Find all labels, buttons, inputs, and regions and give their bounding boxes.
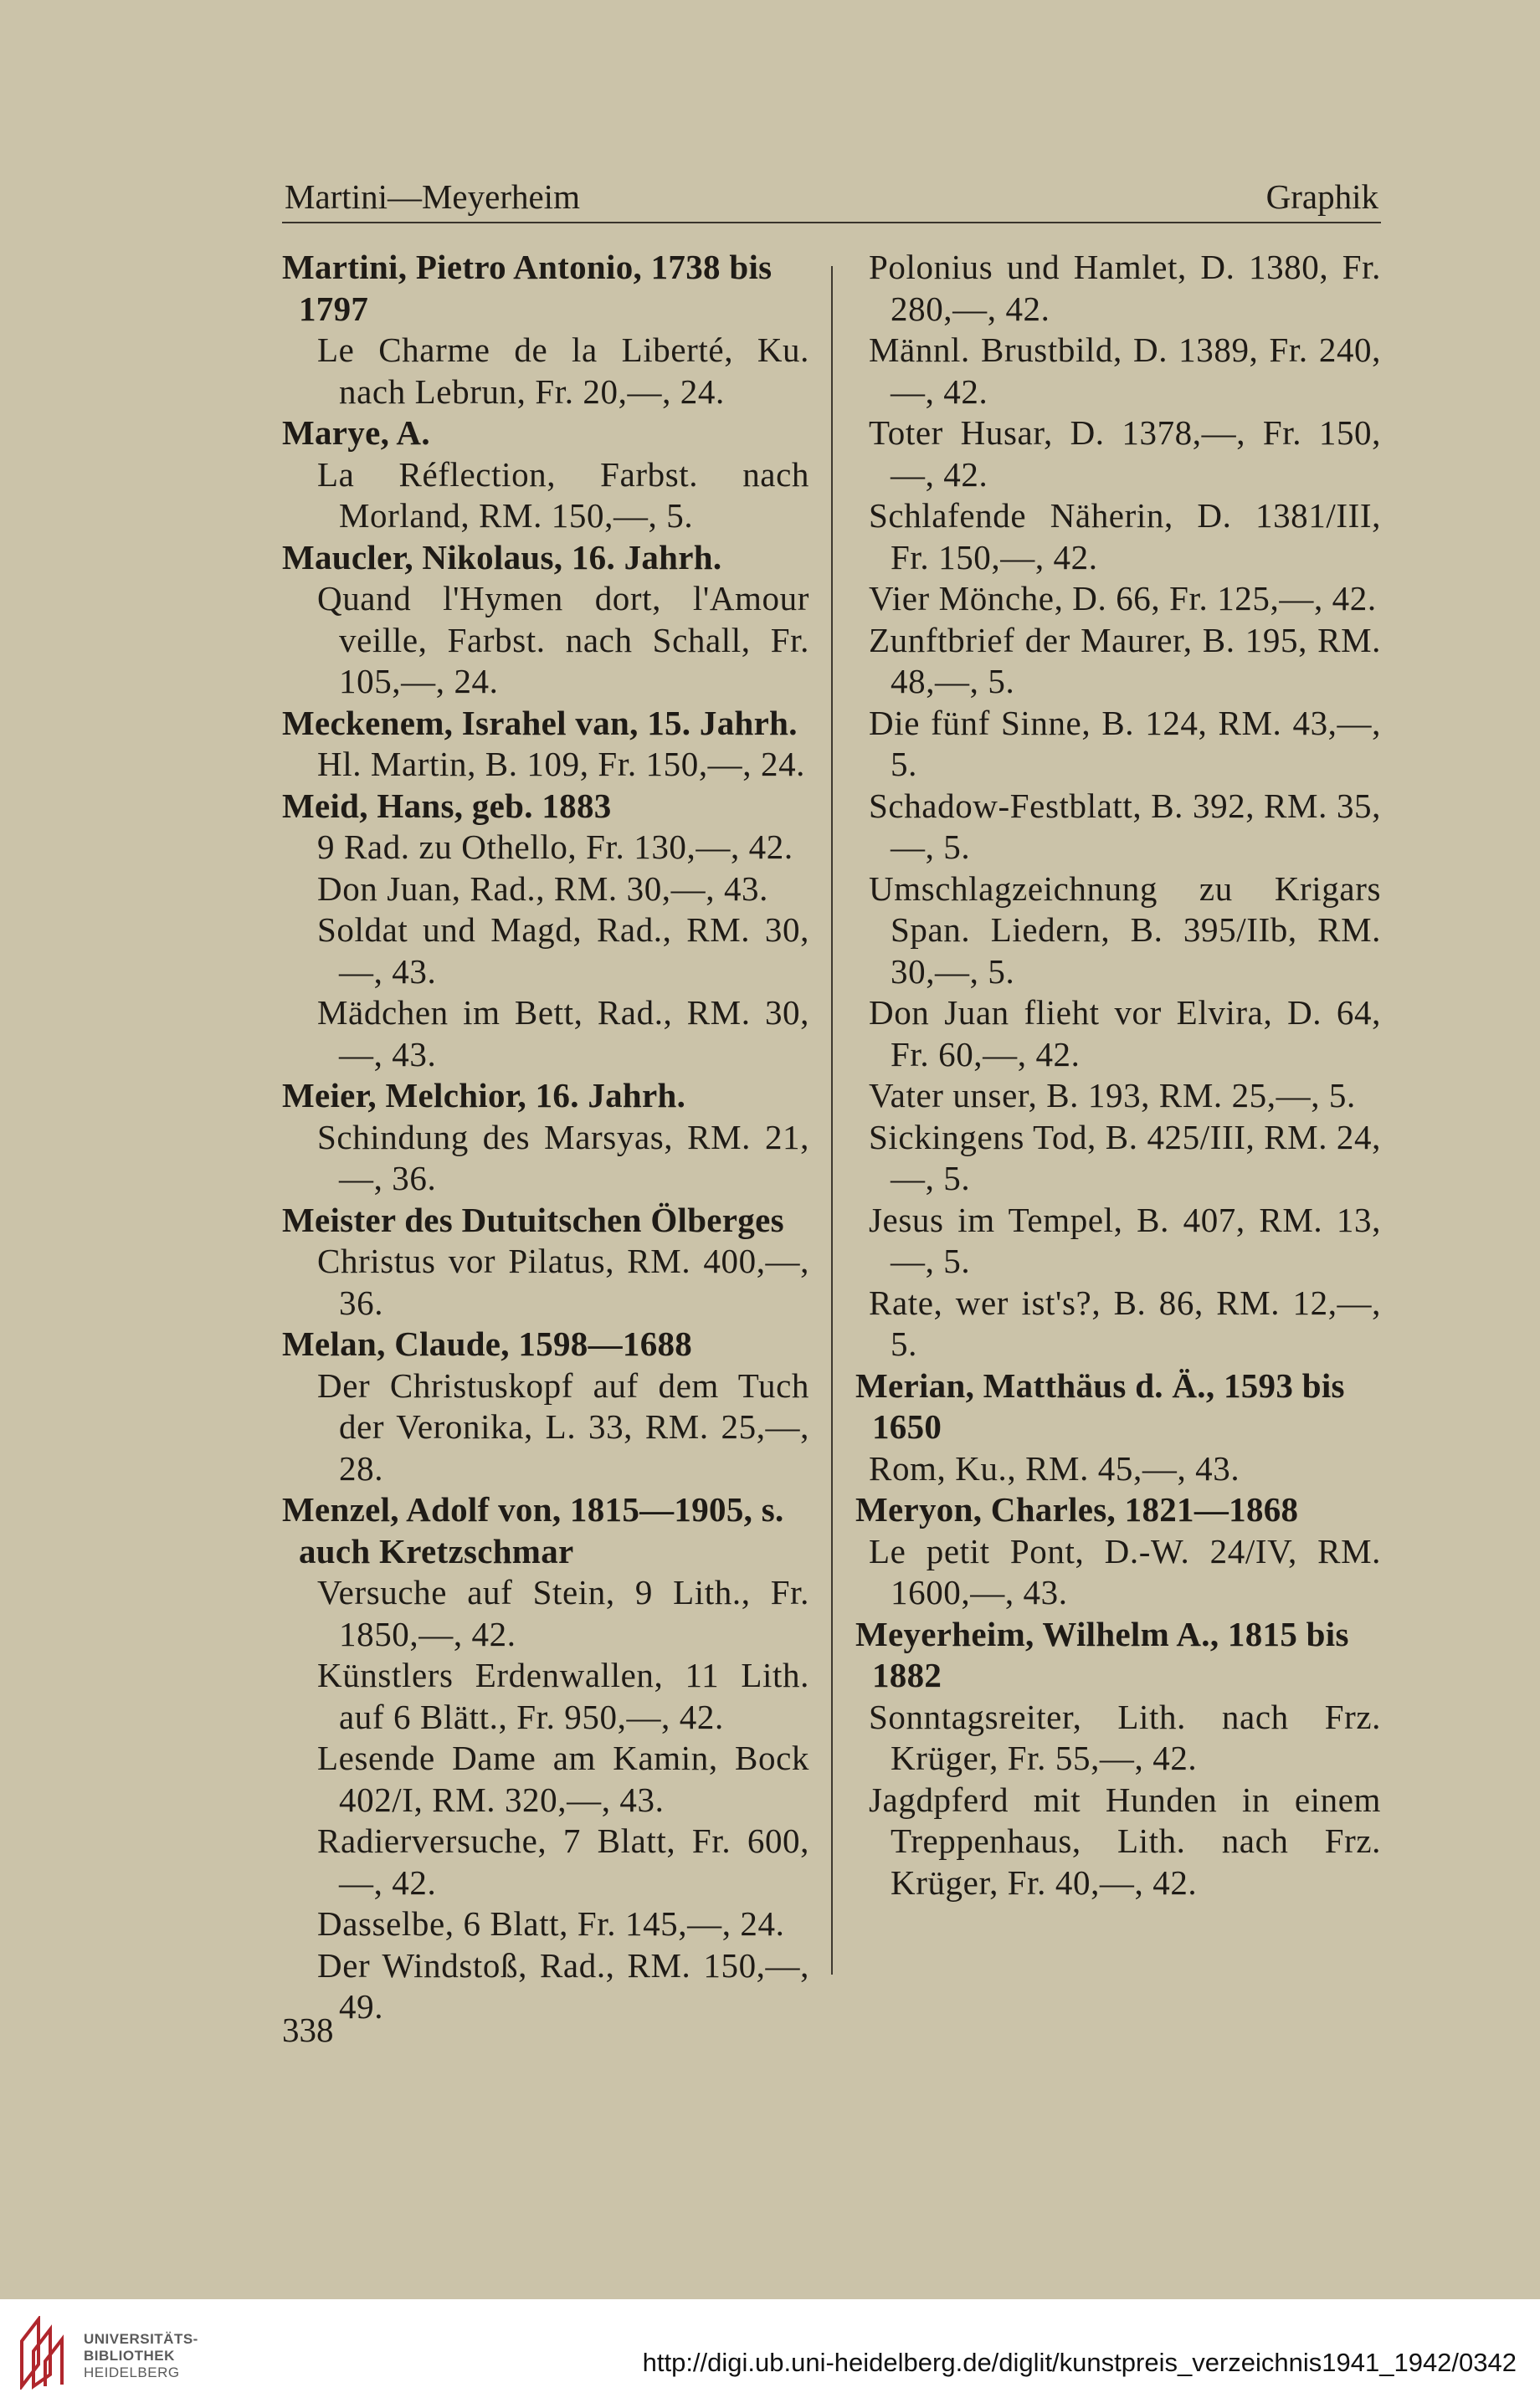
- entry-item-line: Jagdpferd mit Hunden in einem Treppenhaus, Lith. nach Frz. Krüger, Fr. 40,—, 42.: [869, 1780, 1381, 1902]
- catalog-entry: [282, 1489, 809, 2028]
- entry-item-line: Die fünf Sinne, B. 124, RM. 43,—, 5.: [869, 703, 1381, 783]
- catalog-entry: [855, 1365, 1381, 1490]
- entry-artist-heading: Meister des Dutuitschen Ölberges: [282, 1200, 784, 1239]
- entry-item-line: Vater unser, B. 193, RM. 25,—, 5.: [869, 1076, 1356, 1114]
- logo-line: BIBLIOTHEK: [84, 2348, 175, 2364]
- entry-item-line: Sonntagsreiter, Lith. nach Frz. Krüger, Fr. 55,—, 42.: [869, 1697, 1381, 1777]
- entry-item-line: Schlafende Näherin, D. 1381/III, Fr. 150,—, 42.: [869, 496, 1381, 576]
- left-column: [282, 247, 809, 2028]
- logo-line: HEIDELBERG: [84, 2364, 180, 2380]
- library-logo[interactable]: [18, 2313, 203, 2396]
- entry-item-line: Toter Husar, D. 1378,—, Fr. 150,—, 42.: [869, 413, 1381, 494]
- header-right: Graphik: [1265, 177, 1378, 216]
- header-left: Martini—Meyerheim: [285, 177, 580, 216]
- page-number: 338: [282, 2011, 334, 2049]
- entry-item-line: Rom, Ku., RM. 45,—, 43.: [869, 1448, 1240, 1488]
- entry-item-line: Mädchen im Bett, Rad., RM. 30,—, 43.: [317, 993, 809, 1073]
- entry-artist-heading: Martini, Pietro Antonio, 1738 bis 1797: [282, 248, 773, 328]
- entry-item-line: Vier Mönche, D. 66, Fr. 125,—, 42.: [869, 579, 1377, 617]
- catalog-entry: [282, 703, 809, 786]
- entry-item-line: Jesus im Tempel, B. 407, RM. 13,—, 5.: [869, 1200, 1381, 1280]
- entry-item-line: Schadow-Festblatt, B. 392, RM. 35,—, 5.: [869, 786, 1381, 866]
- entry-item-line: Der Windstoß, Rad., RM. 150,—, 49.: [317, 1945, 809, 2026]
- entry-artist-heading: Menzel, Adolf von, 1815—1905, s. auch Kretzschmar: [282, 1490, 784, 1570]
- entry-item-line: Umschlagzeichnung zu Krigars Span. Liedern, B. 395/IIb, RM. 30,—, 5.: [869, 868, 1381, 991]
- entry-item-line: Le Charme de la Liberté, Ku. nach Lebrun, Fr. 20,—, 24.: [317, 330, 809, 411]
- entry-artist-heading: Melan, Claude, 1598—1688: [282, 1324, 693, 1363]
- entry-artist-heading: Meier, Melchior, 16. Jahrh.: [282, 1076, 686, 1114]
- entry-artist-heading: Maucler, Nikolaus, 16. Jahrh.: [282, 537, 722, 576]
- catalog-entry: [282, 537, 809, 703]
- entry-item-line: Hl. Martin, B. 109, Fr. 150,—, 24.: [317, 745, 806, 783]
- entry-item-line: Künstlers Erdenwallen, 11 Lith. auf 6 Blätt., Fr. 950,—, 42.: [317, 1656, 809, 1736]
- catalog-entry: [282, 1324, 809, 1489]
- entry-item-line: Der Christuskopf auf dem Tuch der Veronika, L. 33, RM. 25,—, 28.: [317, 1365, 809, 1488]
- entry-item-line: 9 Rad. zu Othello, Fr. 130,—, 42.: [317, 827, 793, 866]
- catalog-entry: [282, 786, 809, 1076]
- entry-item-line: Schindung des Marsyas, RM. 21,—, 36.: [317, 1117, 809, 1197]
- column-divider: [831, 266, 833, 1975]
- entry-item-line: Don Juan, Rad., RM. 30,—, 43.: [317, 868, 769, 908]
- library-logo-text: [84, 2331, 198, 2381]
- entry-artist-heading: Marye, A.: [282, 413, 430, 452]
- catalog-entry: [282, 247, 809, 412]
- entry-item-line: Radierversuche, 7 Blatt, Fr. 600,—, 42.: [317, 1821, 809, 1902]
- entry-item-line: Polonius und Hamlet, D. 1380, Fr. 280,—, 42.: [869, 248, 1381, 328]
- entry-item-line: Christus vor Pilatus, RM. 400,—, 36.: [317, 1242, 809, 1322]
- right-column: [855, 247, 1381, 1903]
- logo-line: UNIVERSITÄTS-: [84, 2331, 198, 2347]
- entry-item-line: Soldat und Magd, Rad., RM. 30,—, 43.: [317, 910, 809, 991]
- entry-item-line: Le petit Pont, D.-W. 24/IV, RM. 1600,—, 43.: [869, 1531, 1381, 1611]
- catalog-entry: [282, 1200, 809, 1324]
- entry-artist-heading: Merian, Matthäus d. Ä., 1593 bis 1650: [855, 1365, 1345, 1446]
- entry-item-line: Sickingens Tod, B. 425/III, RM. 24,—, 5.: [869, 1117, 1381, 1197]
- entry-artist-heading: Meryon, Charles, 1821—1868: [855, 1490, 1299, 1529]
- source-url-link[interactable]: http://digi.ub.uni-heidelberg.de/diglit/kunstpreis_verzeichnis1941_1942/0342: [642, 2348, 1517, 2377]
- entry-item-line: Lesende Dame am Kamin, Bock 402/I, RM. 320,—, 43.: [317, 1739, 809, 1819]
- entry-item-line: Versuche auf Stein, 9 Lith., Fr. 1850,—, 42.: [317, 1573, 809, 1653]
- entry-item-line: Dasselbe, 6 Blatt, Fr. 145,—, 24.: [317, 1904, 785, 1943]
- catalog-entry: [282, 1075, 809, 1200]
- entry-item-line: Männl. Brustbild, D. 1389, Fr. 240,—, 42.: [869, 330, 1381, 411]
- entry-item-line: Quand l'Hymen dort, l'Amour veille, Farbst. nach Schall, Fr. 105,—, 24.: [317, 579, 809, 700]
- catalog-entry: [855, 1614, 1381, 1904]
- library-logo-icon: [18, 2316, 69, 2390]
- entry-item-line: Don Juan flieht vor Elvira, D. 64, Fr. 60,—, 42.: [869, 993, 1381, 1073]
- catalog-entry: [282, 412, 809, 537]
- entry-artist-heading: Meyerheim, Wilhelm A., 1815 bis 1882: [855, 1614, 1349, 1694]
- entry-artist-heading: Meckenem, Israhel van, 15. Jahrh.: [282, 703, 798, 742]
- catalog-entry: [855, 1489, 1381, 1614]
- entry-artist-heading: Meid, Hans, geb. 1883: [282, 786, 612, 825]
- entry-item-line: Zunftbrief der Maurer, B. 195, RM. 48,—, 5.: [869, 620, 1381, 700]
- entry-item-line: La Réflection, Farbst. nach Morland, RM. 150,—, 5.: [317, 454, 809, 535]
- footer-bar: [0, 2299, 1540, 2408]
- running-header: [282, 172, 1381, 223]
- entry-item-line: Rate, wer ist's?, B. 86, RM. 12,—, 5.: [869, 1283, 1381, 1363]
